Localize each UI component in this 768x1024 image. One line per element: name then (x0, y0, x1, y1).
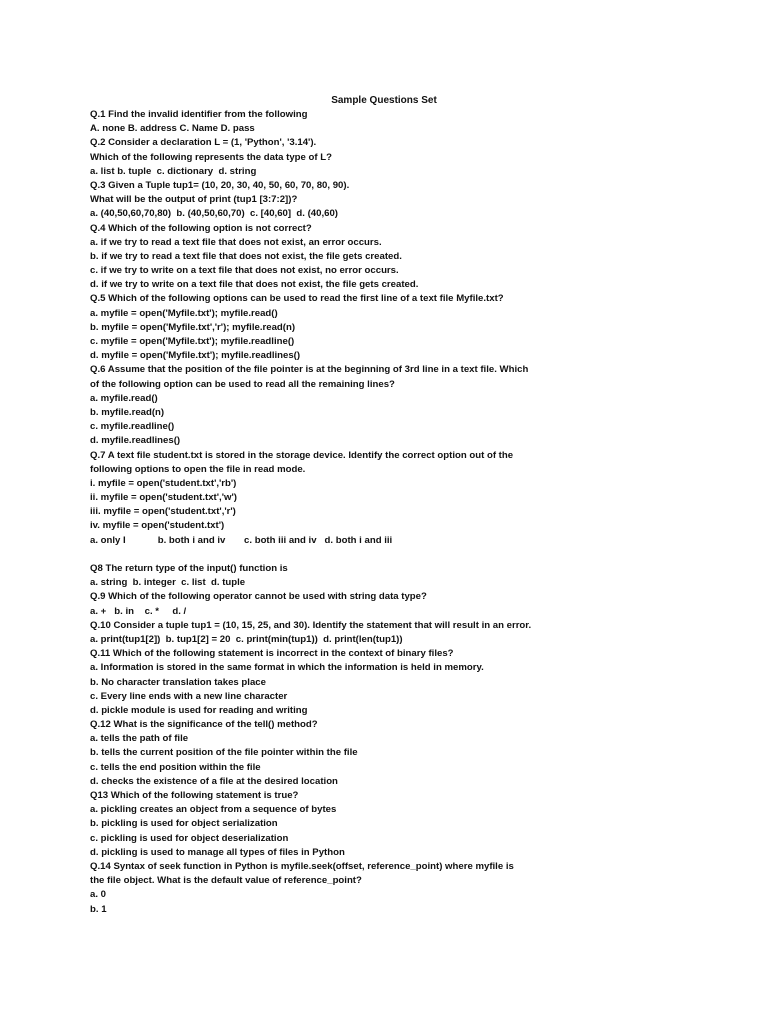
text-line: b. myfile = open('Myfile.txt','r'); myfile.read(n) (90, 321, 296, 333)
text-line: a. list b. tuple c. dictionary d. string (90, 165, 257, 177)
text-line: b. tells the current position of the file pointer within the file (90, 747, 358, 759)
text-line: a. pickling creates an object from a sequence of bytes (90, 804, 337, 816)
text-line: a. print(tup1[2]) b. tup1[2] = 20 c. print(min(tup1)) d. print(len(tup1)) (90, 633, 403, 645)
text-line: c. Every line ends with a new line character (90, 690, 288, 702)
text-line: c. if we try to write on a text file that does not exist, no error occurs. (90, 265, 399, 277)
text-line: d. myfile = open('Myfile.txt'); myfile.readlines() (90, 350, 301, 362)
text-line: Q.5 Which of the following options can be used to read the first line of a text file Myfile.txt? (90, 293, 504, 305)
text-line: i. myfile = open('student.txt','rb') (90, 477, 237, 489)
text-line: Q.11 Which of the following statement is incorrect in the context of binary files? (90, 648, 454, 660)
document-title: Sample Questions Set (331, 95, 437, 106)
text-line: a. string b. integer c. list d. tuple (90, 577, 246, 589)
text-line: a. 0 (90, 889, 107, 901)
text-line: iii. myfile = open('student.txt','r') (90, 506, 236, 518)
text-line: What will be the output of print (tup1 [3:7:2])? (90, 194, 298, 206)
text-line: c. pickling is used for object deserialization (90, 832, 289, 844)
text-line: a. myfile.read() (90, 392, 158, 404)
text-line: d. pickling is used to manage all types of files in Python (90, 846, 345, 858)
text-line: c. myfile.readline() (90, 421, 175, 433)
text-line: Q.12 What is the significance of the tell() method? (90, 719, 318, 731)
text-line: a. Information is stored in the same format in which the information is held in memory. (90, 662, 484, 674)
text-line: a. myfile = open('Myfile.txt'); myfile.read() (90, 307, 278, 319)
text-line: a. only I b. both i and iv c. both iii and iv d. both i and iii (90, 534, 393, 546)
text-line: d. checks the existence of a file at the desired location (90, 775, 338, 787)
text-line: A. none B. address C. Name D. pass (90, 123, 255, 135)
text-line: b. 1 (90, 903, 107, 915)
text-line: Q.4 Which of the following option is not correct? (90, 222, 312, 234)
text-line: b. if we try to read a text file that does not exist, the file gets created. (90, 250, 402, 262)
text-line: c. tells the end position within the file (90, 761, 261, 773)
text-line: d. if we try to write on a text file that does not exist, the file gets created. (90, 279, 419, 291)
text-line: a. tells the path of file (90, 733, 189, 745)
text-line: Q.9 Which of the following operator cannot be used with string data type? (90, 591, 427, 603)
question-lines (90, 108, 690, 917)
text-line: Q.1 Find the invalid identifier from the following (90, 109, 308, 120)
text-line: ii. myfile = open('student.txt','w') (90, 492, 237, 504)
text-line: of the following option can be used to read all the remaining lines? (90, 378, 395, 390)
text-line: b. pickling is used for object serialization (90, 818, 278, 830)
text-line: Q.3 Given a Tuple tup1= (10, 20, 30, 40, 50, 60, 70, 80, 90). (90, 179, 350, 191)
text-line: Q8 The return type of the input() function is (90, 563, 288, 574)
text-line (90, 548, 690, 562)
text-line: d. myfile.readlines() (90, 435, 181, 447)
text-line: Q.7 A text file student.txt is stored in the storage device. Identify the correct option out of the (90, 449, 514, 461)
text-line: Q.14 Syntax of seek function in Python is myfile.seek(offset, reference_point) where myfile is (90, 860, 514, 872)
text-line: a. (40,50,60,70,80) b. (40,50,60,70) c. [40,60] d. (40,60) (90, 208, 338, 220)
text-line: d. pickle module is used for reading and writing (90, 704, 308, 716)
text-line: a. if we try to read a text file that does not exist, an error occurs. (90, 236, 382, 248)
text-line: b. No character translation takes place (90, 676, 266, 688)
text-line: a. + b. in c. * d. / (90, 605, 187, 617)
text-line: b. myfile.read(n) (90, 406, 165, 418)
text-line: Which of the following represents the data type of L? (90, 151, 332, 163)
text-line: Q.6 Assume that the position of the file pointer is at the beginning of 3rd line in a text file. Which (90, 364, 529, 376)
text-line: c. myfile = open('Myfile.txt'); myfile.readline() (90, 336, 295, 347)
text-line: iv. myfile = open('student.txt') (90, 520, 225, 532)
text-line: Q13 Which of the following statement is true? (90, 790, 299, 801)
text-line: Q.2 Consider a declaration L = (1, 'Python', '3.14'). (90, 137, 317, 149)
text-line: the file object. What is the default value of reference_point? (90, 875, 362, 887)
text-line: Q.10 Consider a tuple tup1 = (10, 15, 25, and 30). Identify the statement that will result in an error. (90, 619, 532, 631)
text-line: following options to open the file in read mode. (90, 463, 306, 475)
